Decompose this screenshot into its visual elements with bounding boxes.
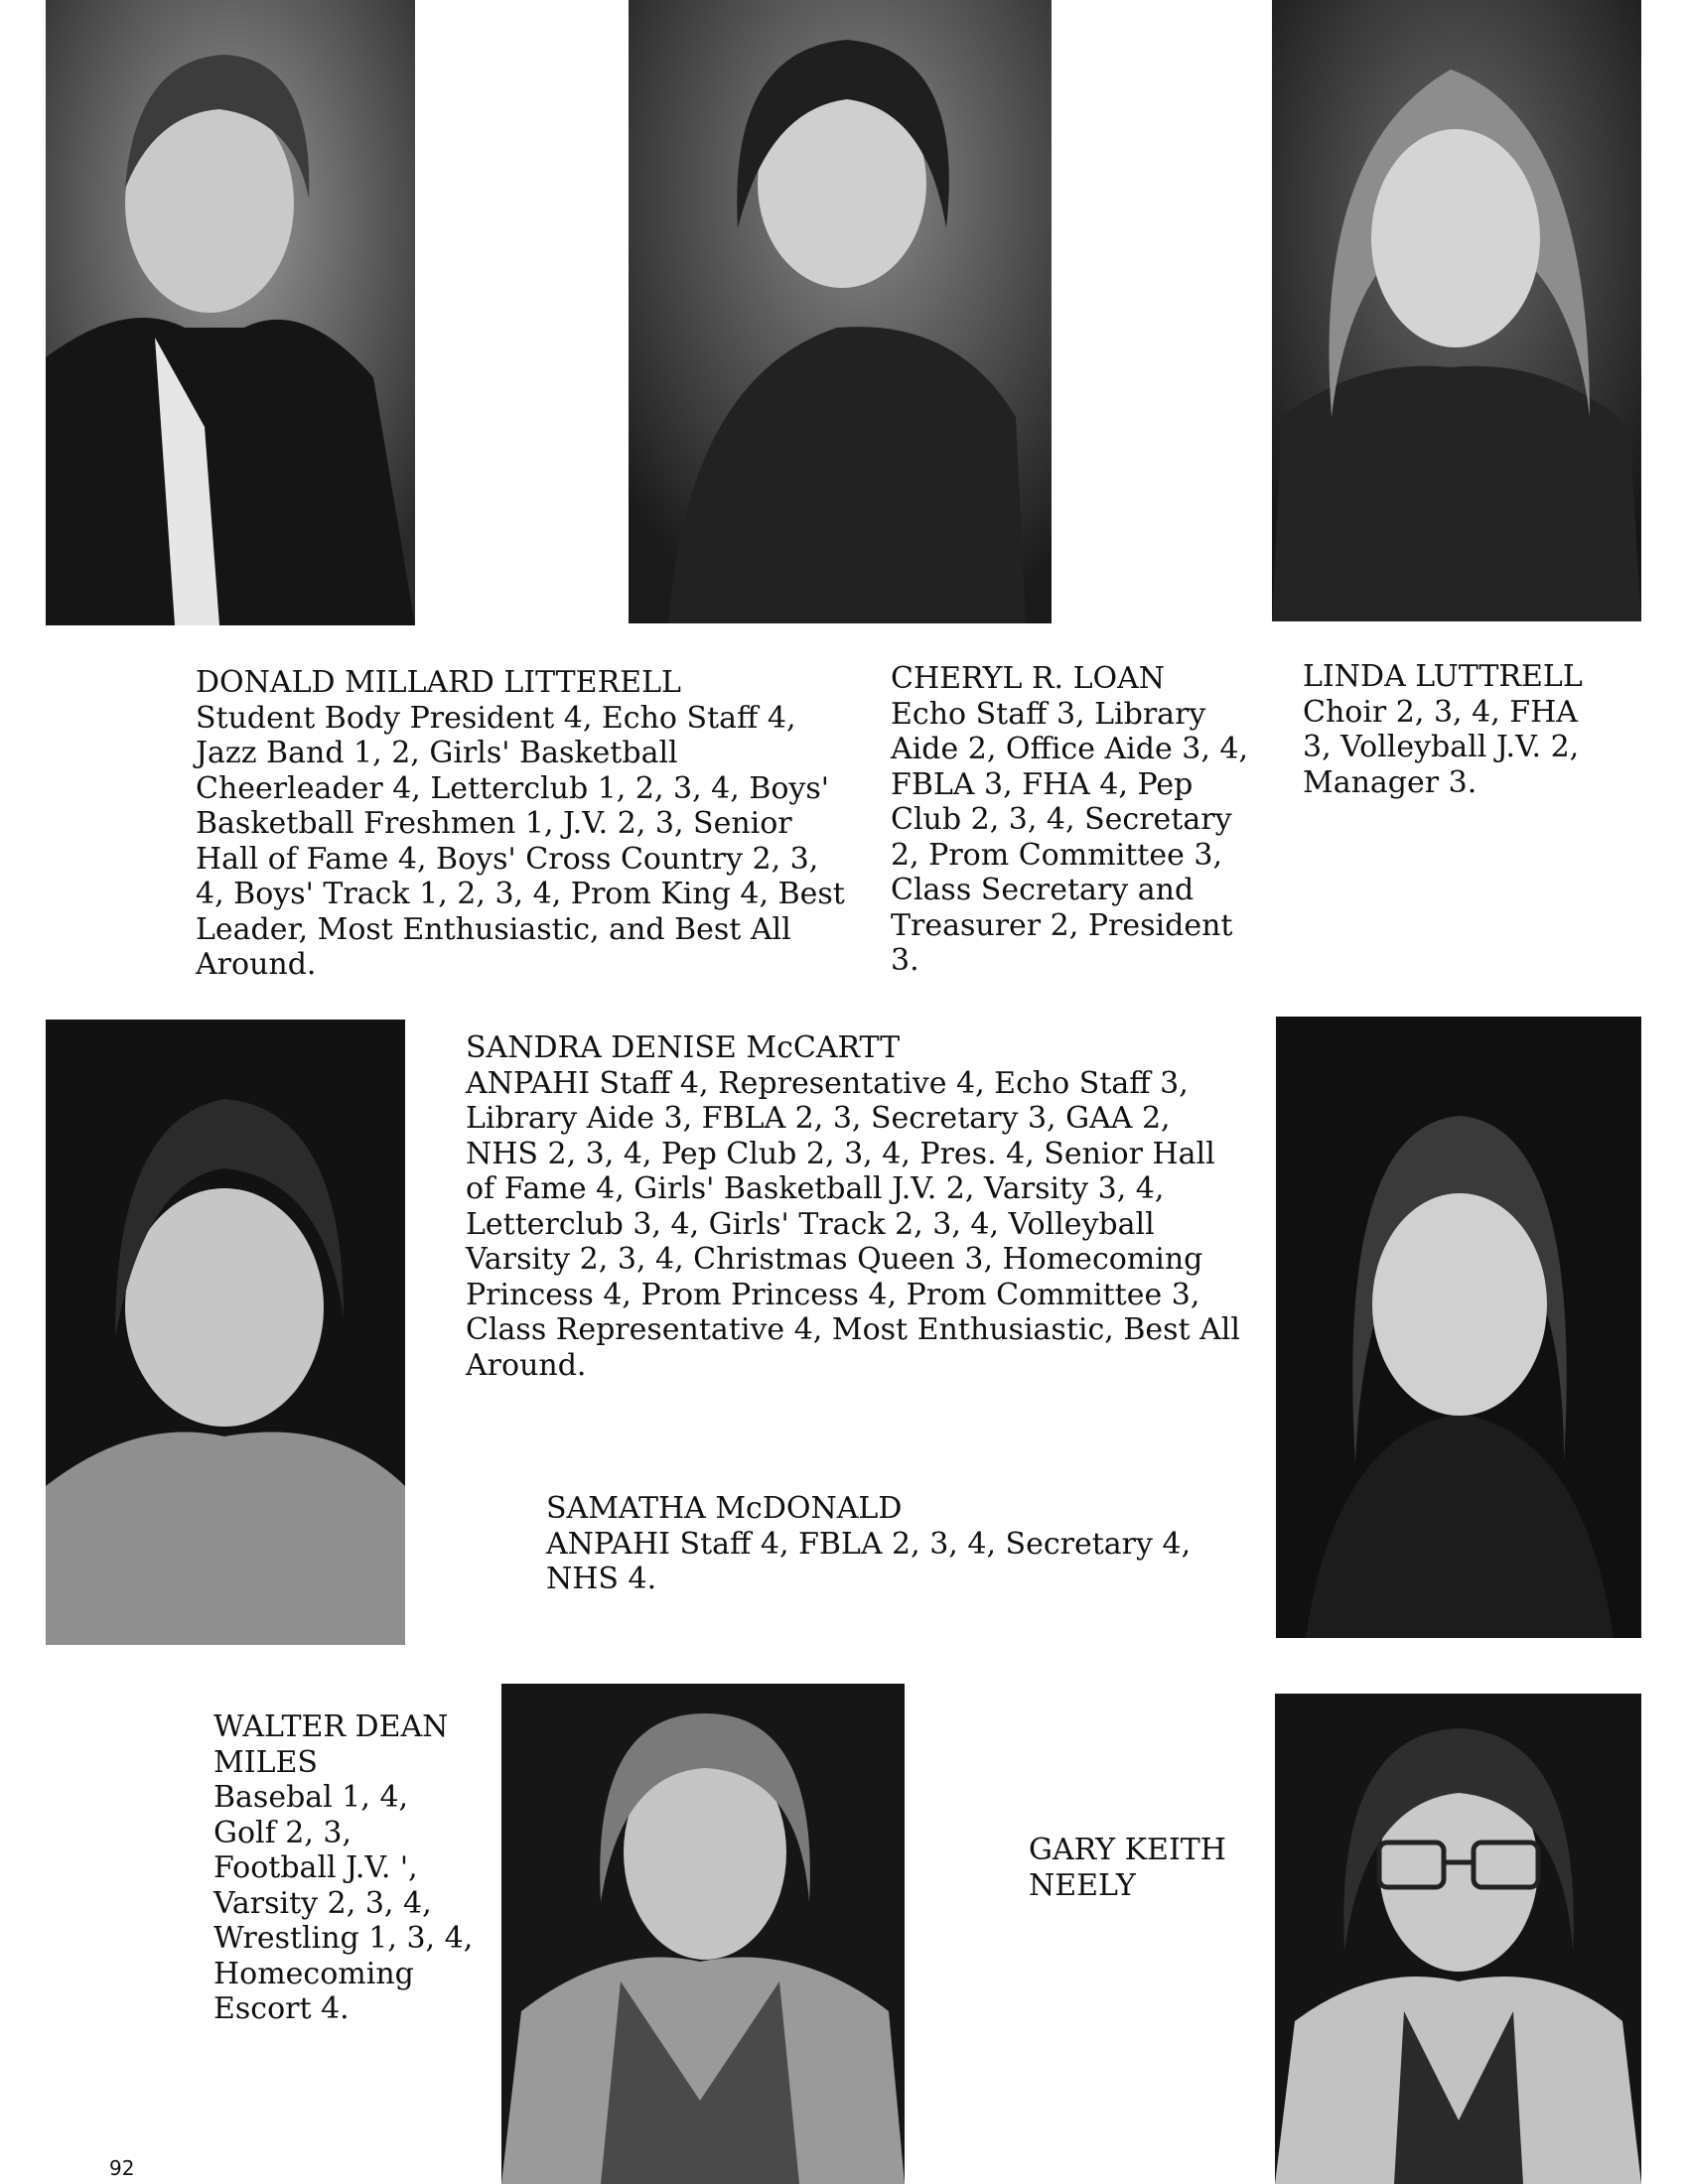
student-caption	[891, 661, 1268, 979]
student-caption	[1029, 1833, 1252, 1903]
student-name: GARY KEITH NEELY	[1029, 1833, 1226, 1903]
portrait-photo-linda-luttrell	[1272, 0, 1641, 621]
page-number: 92	[109, 2156, 135, 2180]
student-activities: ANPAHI Staff 4, Representative 4, Echo Staff 3, Library Aide 3, FBLA 2, 3, Secretary 3, GAA 2, NHS 2, 3, 4, Pep Club 2, 3, 4, Pres. 4, Senior Hall of Fame 4, Girls' Basketball J.V. 2, Varsity 3, 4, Letterclub 3, 4, Girls' Track 2, 3, 4, Volleyball Varsity 2, 3, 4, Christmas Queen 3, Homecoming Princess 4, Prom Princess 4, Prom Committee 3, Class Representative 4, Most Enthusiastic, Best All Around.	[466, 1065, 1240, 1383]
student-activities: Echo Staff 3, Library Aide 2, Office Aide 3, 4, FBLA 3, FHA 4, Pep Club 2, 3, 4, Secretary 2, Prom Committee 3, Class Secretary and Treasurer 2, President 3.	[891, 696, 1249, 978]
portrait-photo-gary-neely	[1275, 1694, 1641, 2184]
student-name: SANDRA DENISE McCARTT	[466, 1030, 901, 1065]
portrait-photo-walter-miles	[501, 1684, 905, 2184]
student-name: CHERYL R. LOAN	[891, 661, 1166, 696]
portrait-photo-samatha-mcdonald	[1276, 1017, 1641, 1638]
portrait-photo-sandra-mccartt	[46, 1020, 405, 1645]
student-caption	[196, 665, 851, 983]
student-name: WALTER DEAN MILES	[213, 1709, 449, 1780]
student-activities: ANPAHI Staff 4, FBLA 2, 3, 4, Secretary 4, NHS 4.	[546, 1526, 1192, 1596]
student-activities: Choir 2, 3, 4, FHA 3, Volleyball J.V. 2, Manager 3.	[1303, 694, 1580, 800]
student-name: SAMATHA McDONALD	[546, 1491, 903, 1526]
student-activities: Basebal 1, 4, Golf 2, 3, Football J.V. ', Varsity 2, 3, 4, Wrestling 1, 3, 4, Homecoming Escort 4.	[213, 1780, 474, 2026]
portrait-photo-cheryl-loan	[629, 0, 1052, 623]
student-caption	[546, 1491, 1256, 1597]
student-caption	[1303, 659, 1616, 800]
portrait-photo-donald-litterell	[46, 0, 415, 625]
student-caption	[466, 1030, 1250, 1383]
student-activities: Student Body President 4, Echo Staff 4, Jazz Band 1, 2, Girls' Basketball Cheerleader 4, Letterclub 1, 2, 3, 4, Boys' Basketball Freshmen 1, J.V. 2, 3, Senior Hall of Fame 4, Boys' Cross Country 2, 3, 4, Boys' Track 1, 2, 3, 4, Prom King 4, Best Leader, Most Enthusiastic, and Best All Around.	[196, 700, 845, 982]
student-name: LINDA LUTTRELL	[1303, 659, 1583, 694]
student-name: DONALD MILLARD LITTERELL	[196, 665, 681, 700]
student-caption	[213, 1709, 477, 2027]
